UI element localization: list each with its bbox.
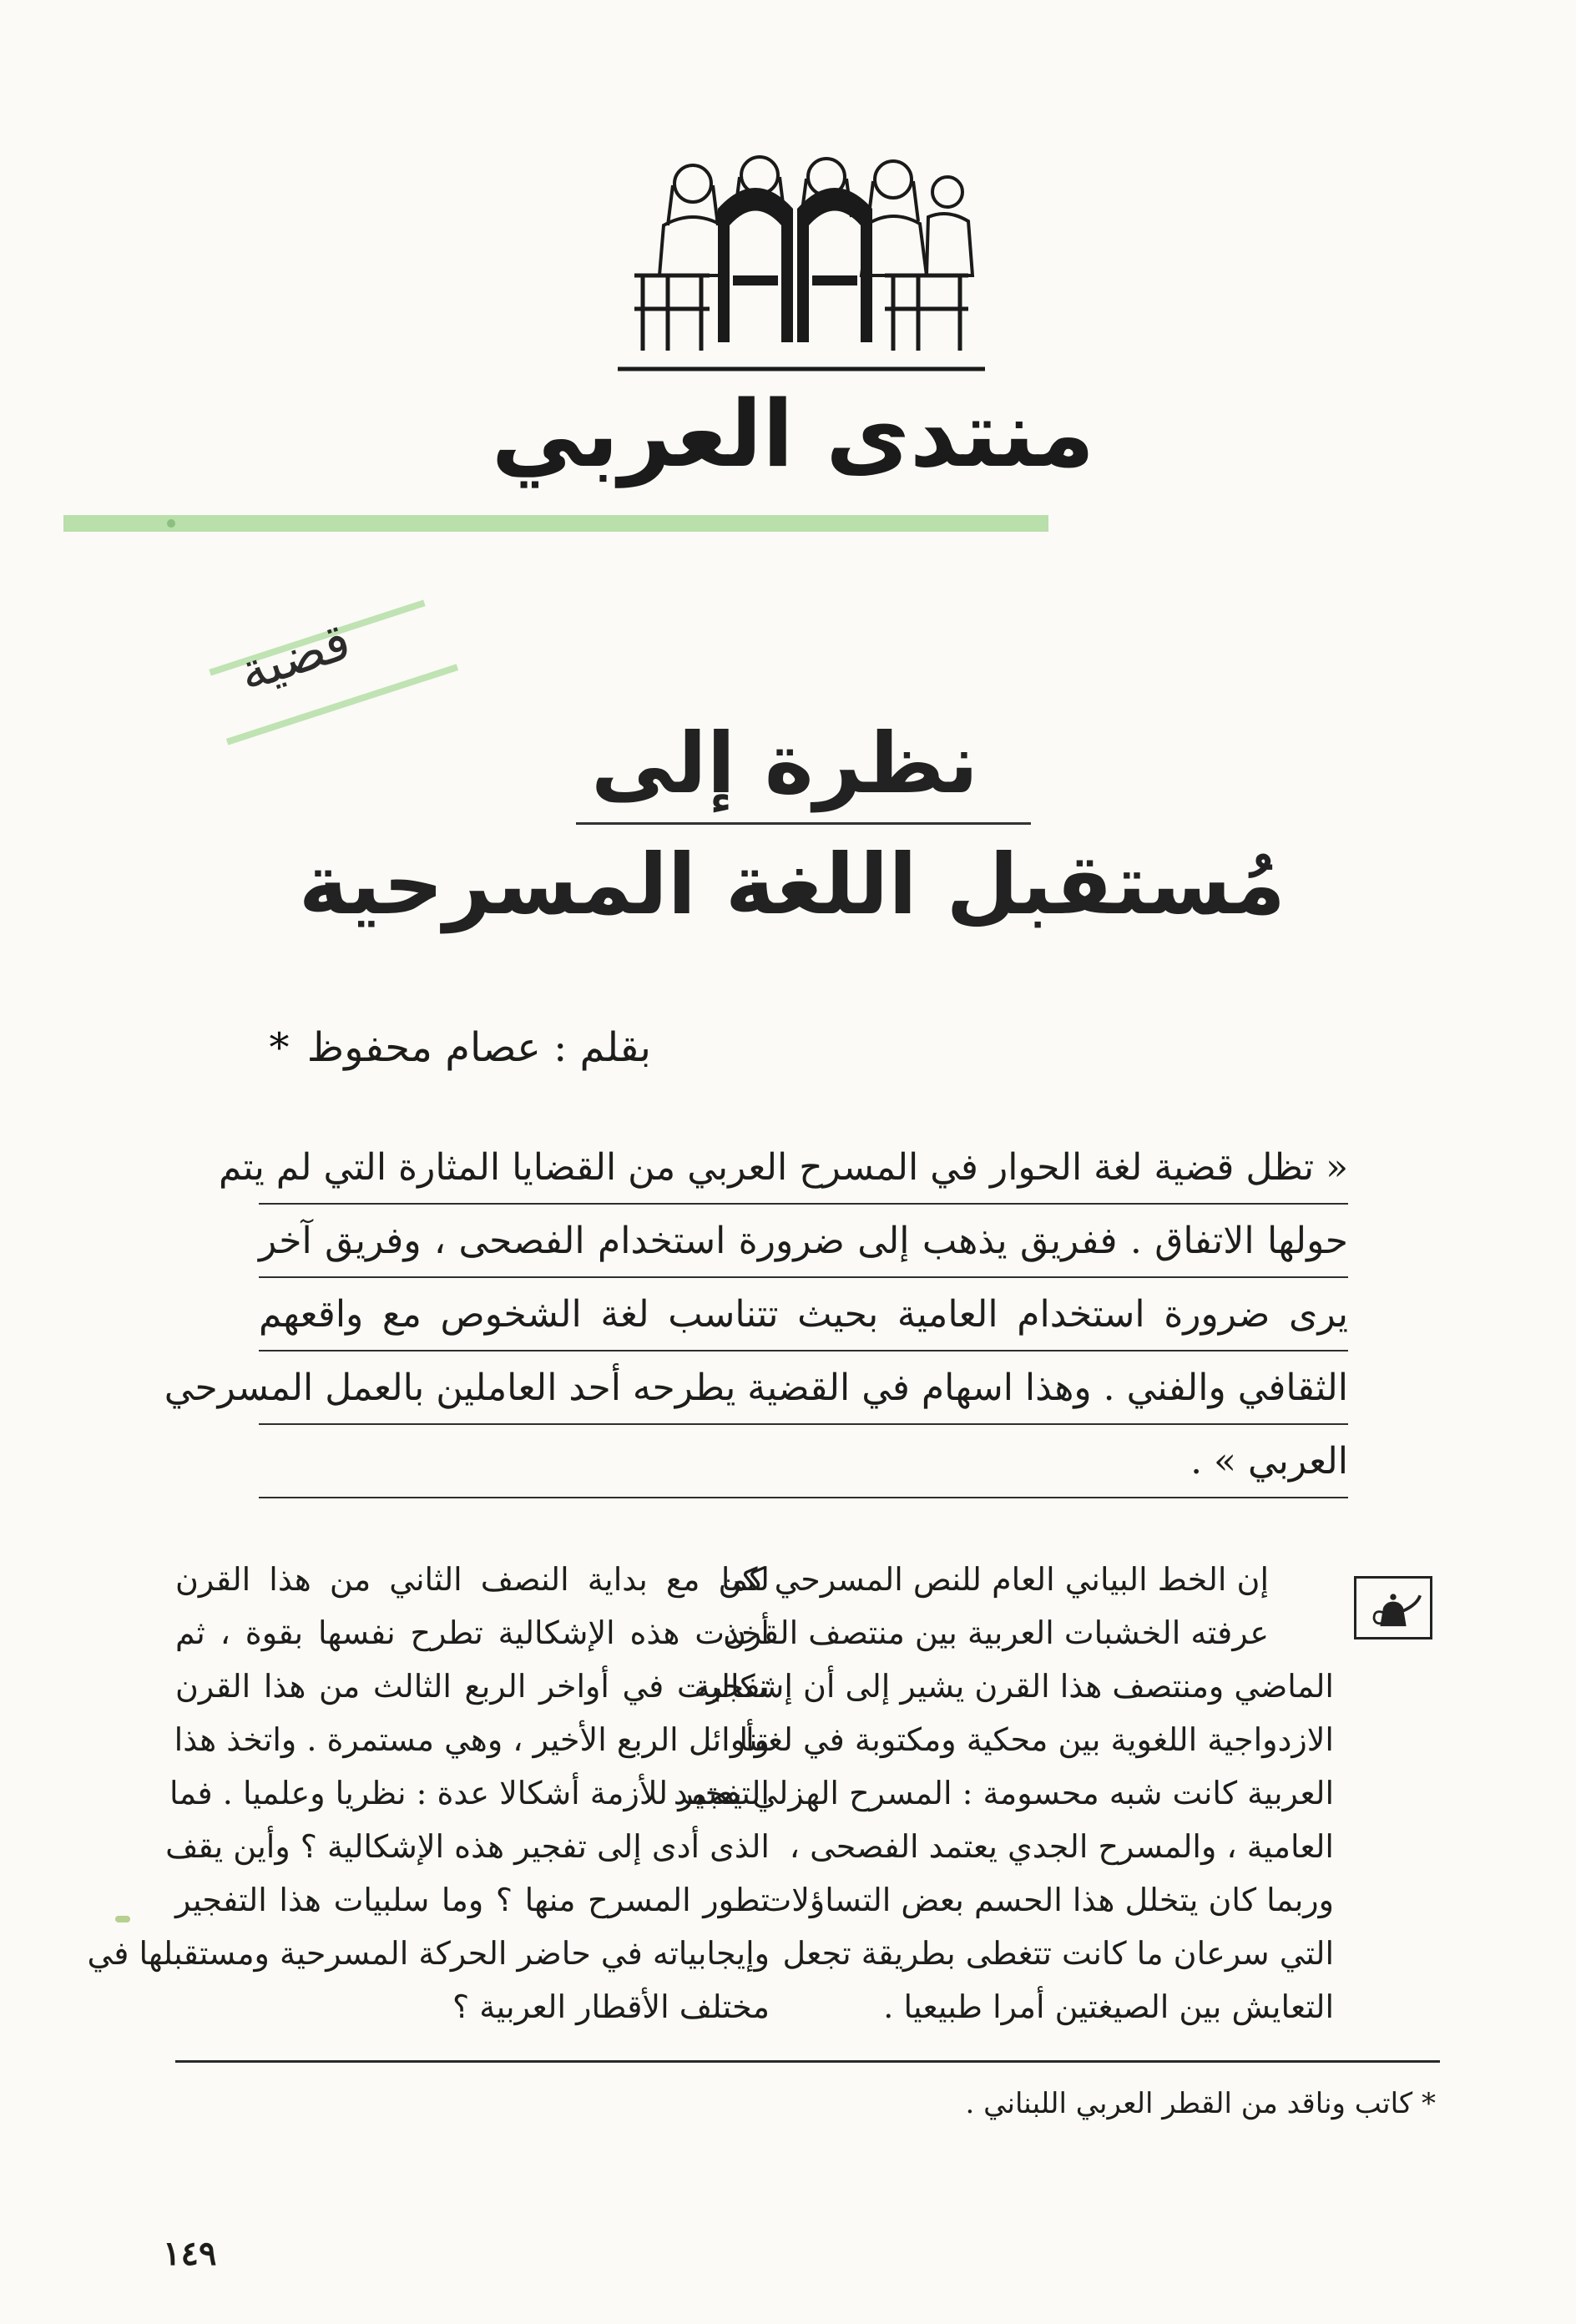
right-column-line: الازدواجية اللغوية بين محكية ومكتوبة في لغتنا xyxy=(739,1721,1334,1758)
footnote: * كاتب وناقد من القطر العربي اللبناني . xyxy=(965,2087,1436,2120)
intro-line: الثقافي والفني . وهذا اسهام في القضية يطرحه أحد العاملين بالعمل المسرحي xyxy=(259,1351,1348,1425)
byline-prefix: بقلم : xyxy=(553,1024,651,1071)
divider-dot xyxy=(167,519,175,528)
right-column-line: عرفته الخشبات العربية بين منتصف القرن xyxy=(722,1614,1269,1651)
right-column-line: وربما كان يتخلل هذا الحسم بعض التساؤلات xyxy=(761,1882,1334,1918)
right-column-line: إن الخط البياني العام للنص المسرحي كما xyxy=(720,1561,1269,1598)
right-column-line: التعايش بين الصيغتين أمرا طبيعيا . xyxy=(883,1988,1334,2025)
left-column-line: وأوائل الربع الأخير ، وهي مستمرة . واتخذ هذا xyxy=(174,1721,770,1758)
footnote-divider xyxy=(175,2060,1440,2063)
intro-line: العربي » . xyxy=(259,1425,1348,1498)
title-underline xyxy=(576,822,1031,825)
left-column-line: تطور المسرح منها ؟ وما سلبيات هذا التفجير xyxy=(175,1882,770,1918)
article-title-line2: مُستقبل اللغة المسرحية xyxy=(298,836,1286,933)
majlis-illustration xyxy=(618,150,985,376)
left-column-line: أخذت هذه الإشكالية تطرح نفسها بقوة ، ثم xyxy=(175,1614,770,1651)
intro-line: يرى ضرورة استخدام العامية بحيث تتناسب لغة الشخوص مع واقعهم xyxy=(259,1278,1348,1351)
left-column-line: الذى أدى إلى تفجير هذه الإشكالية ؟ وأين يقف xyxy=(165,1828,770,1865)
left-column-line: تفجرت في أواخر الربع الثالث من هذا القرن xyxy=(175,1668,770,1705)
left-column-line: مختلف الأقطار العربية ؟ xyxy=(452,1988,770,2025)
byline xyxy=(250,1014,651,1081)
margin-mark xyxy=(115,1916,130,1922)
coffee-pot-icon xyxy=(1354,1576,1432,1639)
intro-line: حولها الاتفاق . ففريق يذهب إلى ضرورة استخدام الفصحى ، وفريق آخر xyxy=(259,1205,1348,1278)
right-column-line: العربية كانت شبه محسومة : المسرح الهزلي يعتمد xyxy=(673,1775,1334,1811)
article-title-line1: نظرة إلى xyxy=(590,715,978,812)
page-number: ١٤٩ xyxy=(163,2234,217,2273)
category-label: قضية xyxy=(231,609,358,704)
left-column-line: وإيجابياته في حاضر الحركة المسرحية ومستقبلها في xyxy=(87,1935,770,1972)
left-column-line: التفجير للأزمة أشكالا عدة : نظريا وعلميا . فما xyxy=(169,1775,770,1811)
right-column-line: العامية ، والمسرح الجدي يعتمد الفصحى ، xyxy=(789,1828,1334,1865)
right-column-line: التي سرعان ما كانت تتغطى بطريقة تجعل xyxy=(782,1935,1334,1972)
green-divider xyxy=(63,515,1048,532)
author-footnote-mark: * xyxy=(269,1024,290,1071)
intro-line: « تظل قضية لغة الحوار في المسرح العربي من القضايا المثارة التي لم يتم xyxy=(259,1131,1348,1205)
right-column-line: الماضي ومنتصف هذا القرن يشير إلى أن إشكالية xyxy=(694,1668,1334,1705)
left-column-line: لكن مع بداية النصف الثاني من هذا القرن xyxy=(175,1561,770,1598)
category-tag xyxy=(188,576,463,760)
author-name: عصام محفوظ xyxy=(306,1024,541,1071)
masthead-title: منتدى العربي xyxy=(491,381,1095,488)
